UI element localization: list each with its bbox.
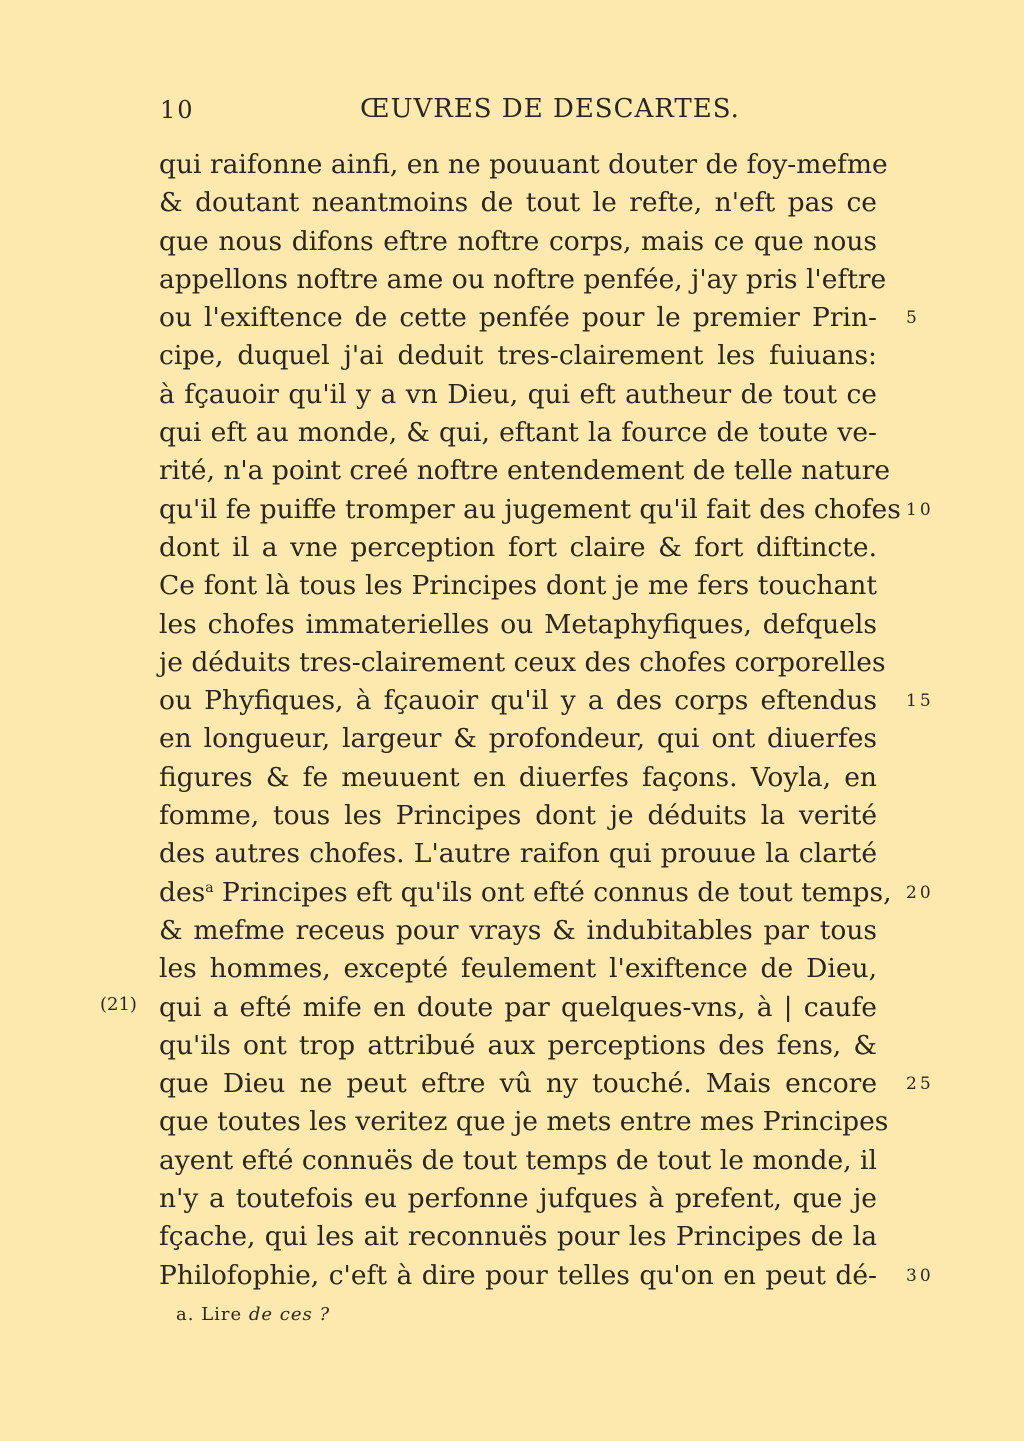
- text-line: [159, 644, 886, 682]
- margin-line-number: 20: [906, 882, 934, 903]
- text-line-content: qui raifonne ainfi, en ne pouuant douter de foy-mefme: [159, 149, 888, 180]
- text-line: [159, 835, 877, 873]
- text-line-continuation: Principes eft qu'ils ont efté connus de tout temps,: [213, 876, 892, 908]
- text-line-content: en longueur, largeur & profondeur, qui ont diuerfes: [159, 723, 877, 755]
- text-line-content: qui eft au monde, & qui, eftant la fource de toute ve-: [159, 417, 877, 449]
- running-title: ŒUVRES DE DESCARTES.: [360, 94, 740, 124]
- text-line: [159, 146, 888, 184]
- text-line-content: ou l'exiftence de cette penfée pour le premier Prin-: [159, 302, 877, 334]
- footnote-reference: a: [205, 879, 214, 896]
- text-line-content: rité, n'a point creé noftre entendement de telle nature: [159, 455, 891, 487]
- margin-line-number: 30: [906, 1265, 934, 1286]
- text-line-content: qui a efté mife en doute par quelques-vns, à | caufe: [159, 991, 877, 1023]
- text-line-content: cipe, duquel j'ai deduit tres-clairement les fuiuans:: [159, 340, 877, 372]
- text-line-content: les chofes immaterielles ou Metaphyfiques, defquels: [159, 608, 877, 640]
- text-line: [159, 376, 877, 414]
- text-line: [159, 529, 877, 567]
- text-line: [159, 452, 891, 490]
- text-line-content: fomme, tous les Principes dont je déduits la verité: [159, 800, 877, 832]
- text-line-content: dont il a vne perception fort claire & fort diftincte.: [159, 531, 877, 563]
- text-line-content: ou Phyfiques, à fçauoir qu'il y a des corps eftendus: [159, 685, 877, 717]
- text-line: [159, 1142, 877, 1180]
- edition-page-marker: (21): [100, 994, 137, 1015]
- text-line-content: fçache, qui les ait reconnuës pour les Principes de la: [159, 1221, 877, 1253]
- text-line: [159, 1065, 877, 1103]
- text-line-content: n'y a toutefois eu perfonne jufques à prefent, que je: [159, 1183, 877, 1215]
- footnote-italic: de ces ?: [248, 1304, 331, 1325]
- text-line: [159, 1218, 877, 1256]
- text-line: [159, 720, 877, 758]
- text-line: [159, 223, 877, 261]
- text-line: [159, 1103, 889, 1141]
- text-line: [159, 682, 877, 720]
- text-line: [159, 797, 877, 835]
- text-line-content: je déduits tres-clairement ceux des chofes corporelles: [159, 646, 886, 678]
- text-line: [159, 299, 877, 337]
- footnote-lead: Lire: [201, 1304, 243, 1325]
- text-line-content: Ce font là tous les Principes dont je me fers touchant: [159, 570, 877, 602]
- text-line-content: & doutant neantmoins de tout le refte, n'eft pas ce: [159, 187, 877, 219]
- text-line-content: les hommes, excepté feulement l'exiftence de Dieu,: [159, 953, 877, 985]
- text-line: [159, 1027, 877, 1065]
- text-line: [159, 491, 901, 529]
- text-line: [159, 606, 877, 644]
- text-line: [159, 874, 892, 912]
- text-line: [159, 261, 887, 299]
- text-line: [159, 950, 877, 988]
- text-line-content: des autres chofes. L'autre raifon qui prouue la clarté: [159, 838, 877, 870]
- text-line-content: ayent efté connuës de tout temps de tout le monde, il: [159, 1144, 877, 1176]
- text-line: [159, 567, 877, 605]
- text-line: [159, 759, 877, 797]
- text-line-content: des: [159, 876, 206, 908]
- text-line-content: à fçauoir qu'il y a vn Dieu, qui eft autheur de tout ce: [159, 378, 877, 410]
- text-line-content: qu'il fe puiffe tromper au jugement qu'il fait des chofes: [159, 493, 901, 525]
- text-line: [159, 184, 877, 222]
- text-line-content: que Dieu ne peut eftre vû ny touché. Mais encore: [159, 1068, 877, 1100]
- margin-line-number: 10: [906, 499, 934, 520]
- text-line: [159, 337, 877, 375]
- text-line: [159, 989, 877, 1027]
- text-line-content: qu'ils ont trop attribué aux perceptions des fens, &: [159, 1029, 877, 1061]
- text-line-content: que nous difons eftre noftre corps, mais ce que nous: [159, 225, 877, 257]
- footnote: [176, 1304, 330, 1325]
- text-line: [159, 1257, 877, 1295]
- text-line-content: Philofophie, c'eft à dire pour telles qu'on en peut dé-: [159, 1259, 877, 1291]
- margin-line-number: 25: [906, 1074, 934, 1095]
- text-line: [159, 912, 877, 950]
- body-text: [159, 146, 901, 1295]
- margin-line-number: 5: [906, 308, 920, 329]
- text-line: [159, 414, 877, 452]
- footnote-marker: a.: [176, 1304, 195, 1325]
- text-line: [159, 1180, 877, 1218]
- text-line-content: figures & fe meuuent en diuerfes façons. Voyla, en: [159, 761, 877, 793]
- margin-line-number: 15: [906, 691, 934, 712]
- text-line-content: que toutes les veritez que je mets entre mes Principes: [159, 1106, 889, 1138]
- page-number: 10: [160, 96, 195, 124]
- text-line-content: & mefme receus pour vrays & indubitables par tous: [159, 914, 877, 946]
- text-line-content: appellons noftre ame ou noftre penfée, j'ay pris l'eftre: [159, 263, 887, 295]
